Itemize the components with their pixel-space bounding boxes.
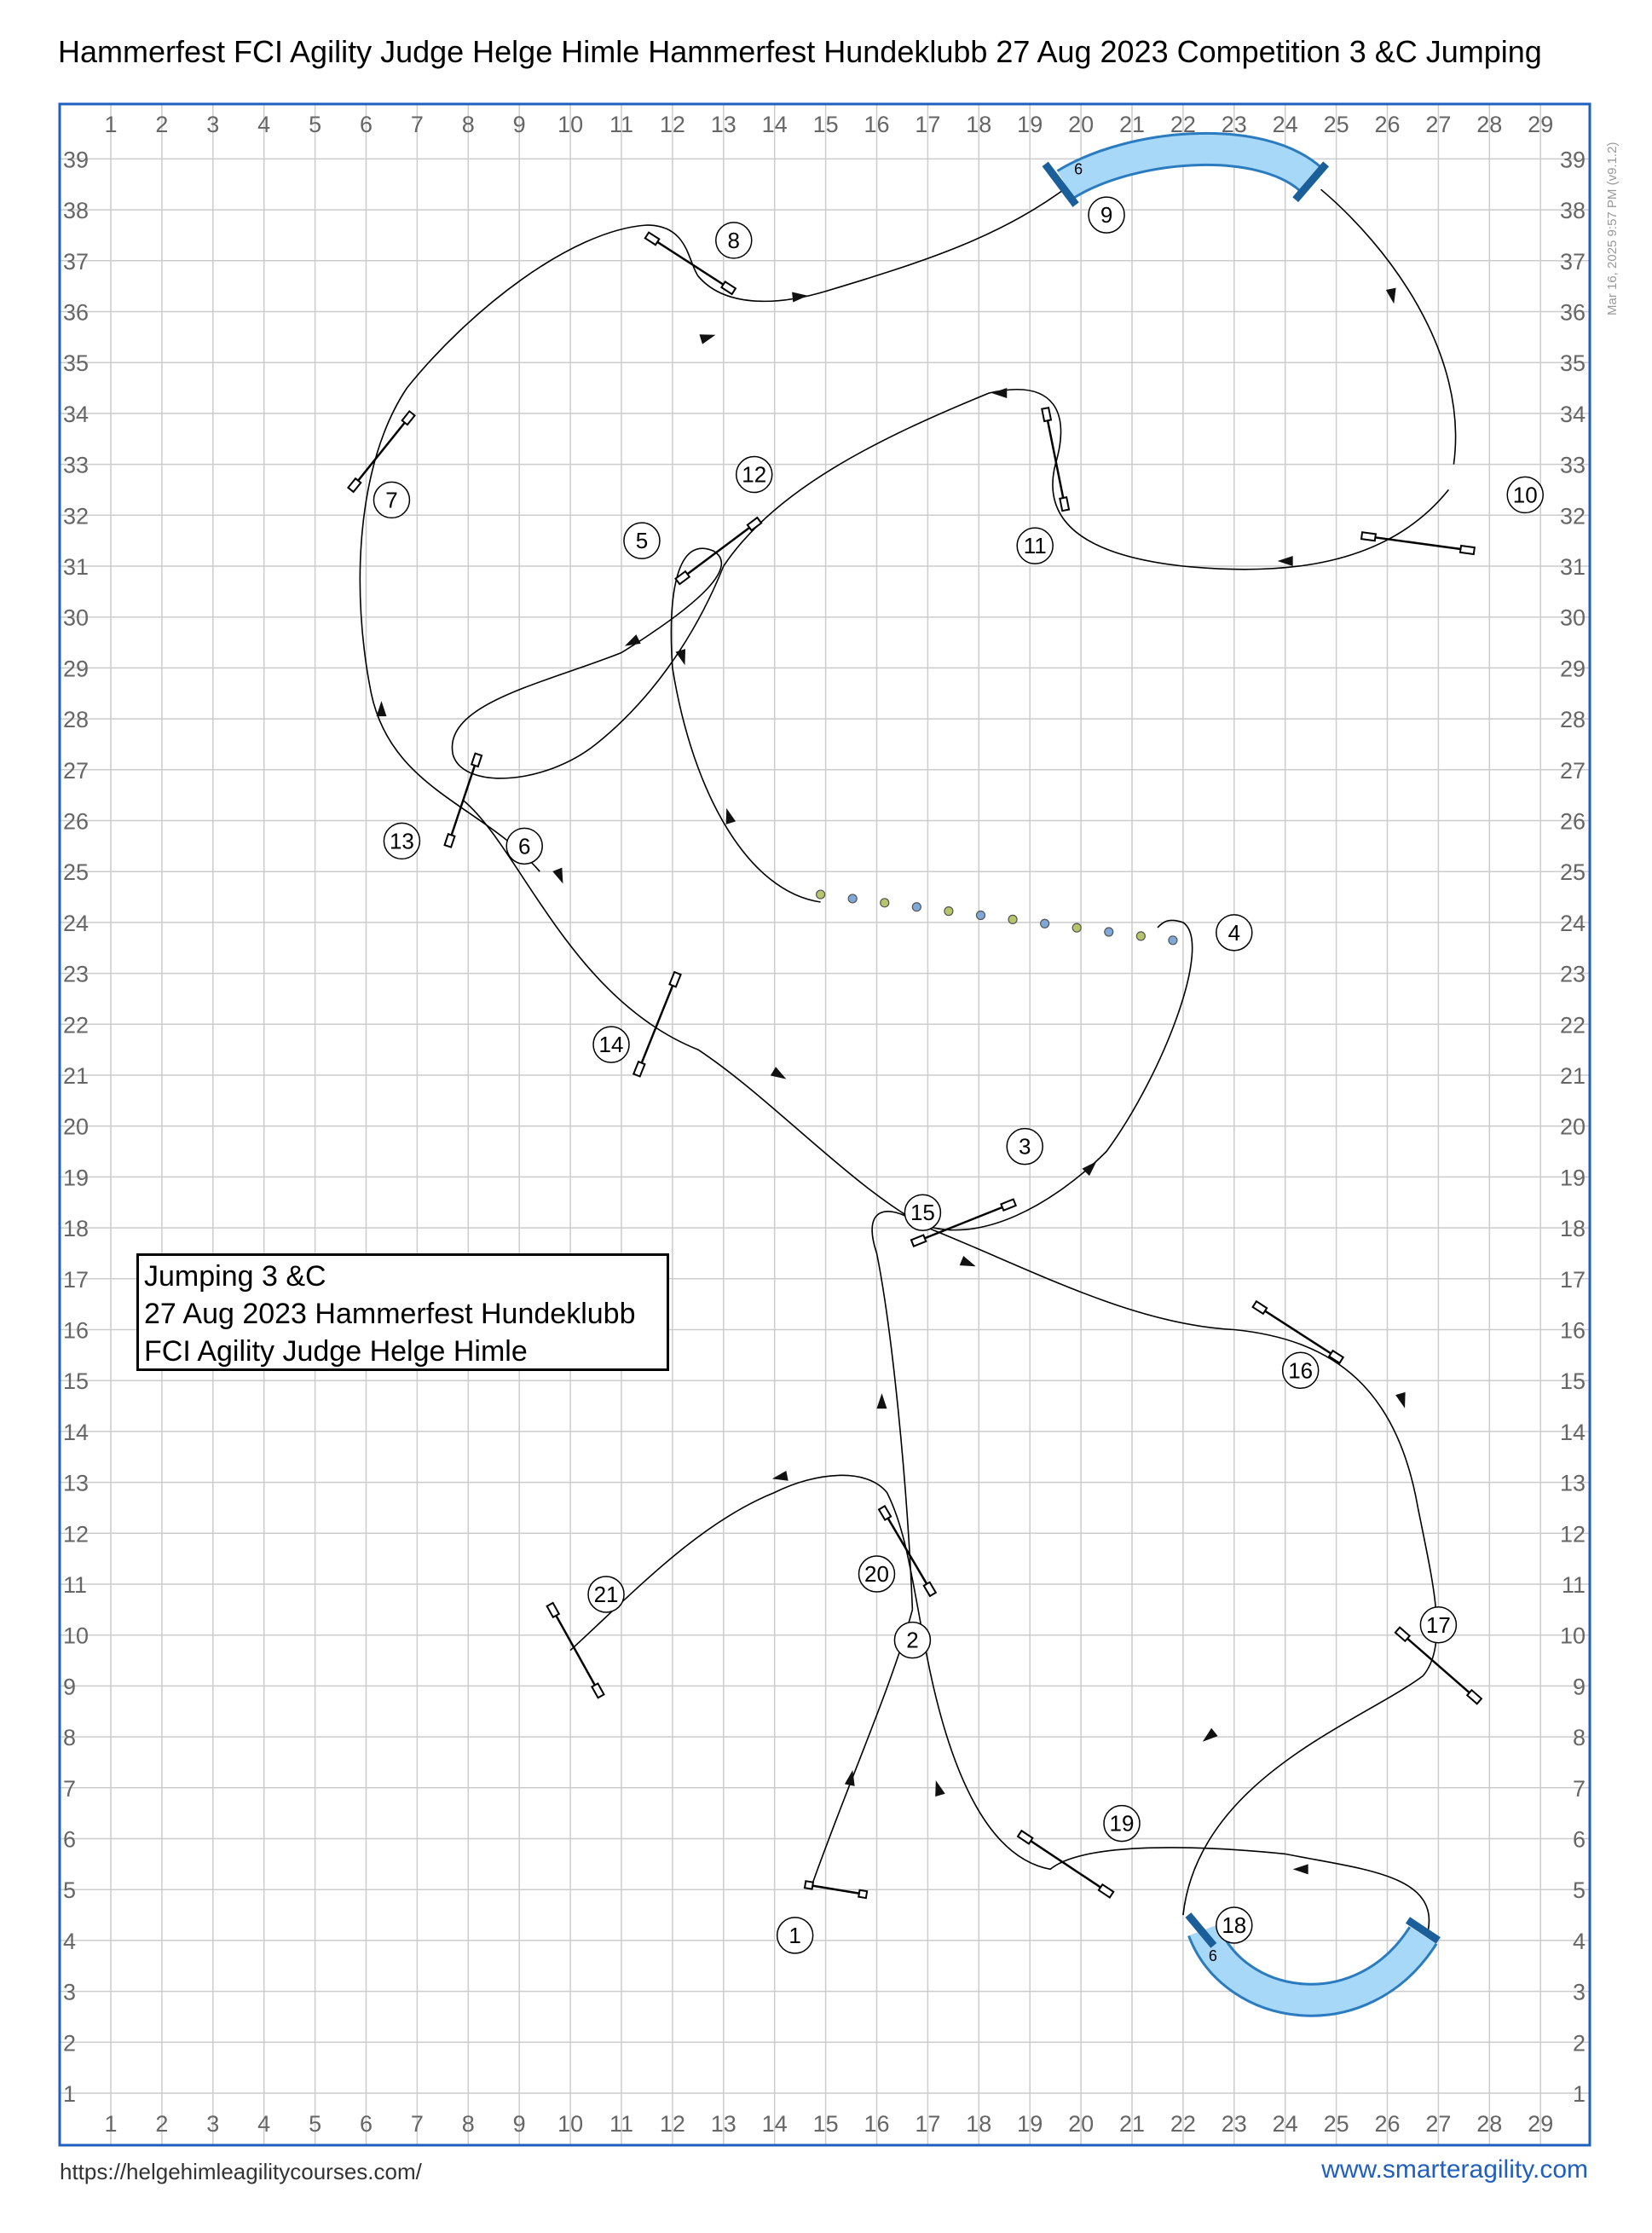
y-label-right: 1 [1572,2081,1586,2107]
y-label-right: 5 [1572,1877,1586,1904]
direction-arrow [622,634,640,651]
x-label-top: 17 [915,112,941,137]
x-label-top: 29 [1528,112,1554,137]
y-label-right: 37 [1559,248,1586,275]
y-label-left: 6 [63,1826,77,1853]
y-label-right: 33 [1559,452,1586,478]
x-label-top: 4 [257,112,271,137]
y-label-right: 29 [1559,656,1586,682]
x-label-bottom: 23 [1221,2111,1247,2137]
jump-bar [678,520,760,581]
obstacle-number-6 [506,828,542,864]
weave-pole [817,890,825,899]
x-label-top: 14 [761,112,788,137]
jump-wing [879,1506,891,1519]
x-label-bottom: 8 [461,2111,475,2137]
x-label-top: 10 [557,112,584,137]
y-label-right: 8 [1572,1725,1586,1751]
x-label-bottom: 11 [609,2111,634,2137]
jump-wing [1001,1200,1015,1211]
obstacle-number-11 [1017,528,1053,564]
y-label-left: 10 [63,1623,90,1649]
direction-arrow [960,1256,978,1271]
jump-wing [748,518,761,530]
x-label-bottom: 5 [309,2111,322,2137]
jump-21 [547,1603,604,1698]
x-label-top: 2 [155,112,169,137]
jump-wing [1361,532,1376,541]
number-label: 5 [635,528,649,554]
y-label-right: 27 [1559,757,1586,784]
y-label-left: 14 [63,1419,90,1445]
y-label-left: 5 [63,1877,77,1904]
x-label-top: 20 [1068,112,1095,137]
y-label-right: 28 [1559,707,1586,733]
x-label-bottom: 28 [1476,2111,1503,2137]
y-label-left: 8 [63,1725,77,1751]
tunnel-9 [1045,149,1326,205]
y-label-right: 3 [1572,1979,1586,2005]
x-label-bottom: 7 [410,2111,424,2137]
jump-wing [805,1881,813,1889]
obstacle-number-19 [1104,1806,1140,1842]
x-label-bottom: 22 [1170,2111,1196,2137]
y-label-left: 29 [63,656,90,682]
x-label-top: 19 [1017,112,1043,137]
x-label-top: 8 [461,112,475,137]
direction-arrow [376,701,386,716]
number-label: 16 [1288,1357,1314,1384]
direction-arrow [552,868,568,886]
number-label: 18 [1222,1912,1247,1938]
y-label-left: 38 [63,198,90,224]
x-label-top: 25 [1323,112,1349,137]
number-label: 14 [598,1032,624,1058]
y-label-right: 22 [1559,1012,1586,1038]
x-label-top: 18 [966,112,992,137]
y-label-right: 6 [1572,1826,1586,1853]
y-label-right: 31 [1559,554,1586,580]
y-label-right: 21 [1559,1063,1586,1089]
jump-wing [1099,1884,1113,1897]
number-label: 15 [910,1200,935,1226]
x-label-bottom: 12 [659,2111,685,2137]
y-label-right: 17 [1559,1266,1586,1293]
number-label: 20 [864,1561,889,1588]
y-label-left: 30 [63,605,90,631]
jump-wing [471,754,482,767]
y-label-left: 25 [63,859,90,886]
y-label-left: 2 [63,2030,77,2057]
jump-wing [1460,546,1475,554]
x-label-top: 11 [609,112,634,137]
x-label-bottom: 1 [104,2111,118,2137]
number-label: 4 [1227,919,1241,946]
y-label-right: 25 [1559,859,1586,886]
weave-pole [976,911,985,919]
x-label-top: 3 [206,112,220,137]
x-label-bottom: 24 [1272,2111,1298,2137]
y-label-right: 36 [1559,299,1586,326]
y-label-right: 14 [1559,1419,1586,1445]
jump-wing [1253,1301,1268,1314]
weave-pole [1169,936,1177,945]
x-label-top: 1 [104,112,118,137]
y-label-left: 22 [63,1012,90,1038]
y-label-left: 33 [63,452,90,478]
y-label-right: 18 [1559,1216,1586,1242]
info-event: 27 Aug 2023 Hammerfest Hundeklubb [144,1298,636,1330]
y-label-left: 11 [63,1572,88,1598]
y-label-left: 21 [63,1063,90,1089]
number-label: 7 [385,487,398,513]
jump-wing [1042,408,1051,421]
weave-pole [1072,923,1081,932]
direction-arrow [845,1769,858,1786]
number-label: 13 [389,828,414,854]
footer-brand-link[interactable]: www.smarteragility.com [1321,2155,1588,2184]
path-segment [570,1475,1429,1930]
y-label-left: 12 [63,1521,90,1547]
obstacle-number-8 [716,223,752,258]
x-label-top: 13 [710,112,736,137]
y-label-left: 1 [63,2081,77,2107]
direction-arrow [1293,1864,1308,1874]
jump-wing [911,1235,926,1247]
x-label-bottom: 14 [761,2111,788,2137]
info-judge: FCI Agility Judge Helge Himle [144,1335,528,1368]
x-label-bottom: 29 [1528,2111,1554,2137]
number-label: 8 [727,227,741,253]
jump-bar [351,414,413,490]
obstacle-number-21 [588,1576,624,1612]
x-label-bottom: 3 [206,2111,220,2137]
jump-bar [1255,1305,1342,1361]
number-label: 3 [1018,1133,1031,1160]
y-label-right: 32 [1559,503,1586,529]
weave-4 [817,890,1177,945]
jump-wing [547,1603,559,1617]
x-label-bottom: 6 [359,2111,373,2137]
jump-bar [550,1605,601,1696]
y-label-right: 26 [1559,808,1586,835]
path-segment [724,390,1449,570]
y-label-right: 23 [1559,961,1586,987]
number-label: 10 [1512,482,1538,508]
y-label-left: 31 [63,554,90,580]
y-label-left: 20 [63,1114,90,1140]
x-label-top: 21 [1118,112,1146,137]
x-label-top: 5 [309,112,322,137]
y-label-right: 16 [1559,1317,1586,1344]
obstacle-number-17 [1420,1607,1456,1643]
x-label-top: 15 [812,112,839,137]
jump-wing [348,478,361,492]
obstacle-number-18 [1216,1907,1252,1943]
direction-arrow [991,388,1007,398]
weave-pole [1008,915,1017,923]
tunnel-length-label: 6 [1208,1947,1217,1964]
jump-wing [1395,1628,1410,1641]
y-label-right: 13 [1559,1470,1586,1496]
path-segment [1321,189,1456,464]
y-label-left: 27 [63,757,90,784]
y-label-right: 11 [1561,1572,1586,1598]
y-label-left: 15 [63,1368,90,1395]
x-label-bottom: 27 [1425,2111,1452,2137]
jump-10 [1361,532,1475,554]
weave-pole [1136,932,1145,940]
x-label-bottom: 2 [155,2111,169,2137]
weave-pole [881,899,889,907]
y-label-left: 36 [63,299,90,326]
y-label-left: 7 [63,1775,77,1802]
x-label-bottom: 18 [966,2111,992,2137]
obstacle-number-14 [593,1027,629,1062]
x-label-top: 7 [410,112,424,137]
obstacle-number-16 [1283,1352,1319,1388]
jump-11 [1042,408,1069,511]
y-label-right: 39 [1559,147,1586,173]
obstacle-number-4 [1216,915,1252,951]
x-label-bottom: 15 [812,2111,839,2137]
obstacle-number-3 [1007,1129,1043,1165]
y-label-right: 4 [1572,1928,1586,1954]
info-course-name: Jumping 3 &C [144,1260,326,1293]
x-label-bottom: 19 [1017,2111,1043,2137]
path-segment [360,184,1071,871]
y-label-left: 37 [63,248,90,275]
jump-wing [669,972,680,986]
obstacle-number-12 [736,457,772,493]
y-label-right: 20 [1559,1114,1586,1140]
number-label: 21 [593,1581,619,1607]
number-label: 9 [1100,202,1113,229]
x-label-top: 26 [1374,112,1401,137]
obstacle-number-13 [384,823,419,859]
jump-wing [1329,1351,1343,1363]
path-segment [463,801,1436,1676]
y-label-left: 3 [63,1979,77,2005]
obstacle-number-15 [904,1195,940,1230]
x-label-bottom: 20 [1068,2111,1095,2137]
course-info-box [136,1253,669,1371]
obstacle-number-1 [777,1918,813,1953]
y-label-right: 38 [1559,198,1586,224]
y-label-left: 34 [63,401,90,427]
timestamp [1599,102,1625,324]
y-label-right: 12 [1559,1521,1586,1547]
x-label-bottom: 10 [557,2111,584,2137]
y-label-right: 30 [1559,605,1586,631]
x-label-bottom: 21 [1118,2111,1146,2137]
y-label-right: 34 [1559,401,1586,427]
obstacle-number-7 [373,482,409,518]
weave-pole [1041,919,1049,928]
x-label-top: 16 [864,112,890,137]
y-label-left: 35 [63,350,90,377]
number-label: 1 [788,1922,801,1948]
x-label-bottom: 16 [864,2111,890,2137]
jump-wing [645,233,660,246]
weave-pole [912,903,921,911]
x-label-top: 27 [1425,112,1452,137]
y-label-left: 9 [63,1674,77,1700]
page-title: Hammerfest FCI Agility Judge Helge Himle Hammerfest Hundeklubb 27 Aug 2023 Competition 3 &C Jumping [58,34,1542,69]
y-label-right: 35 [1559,350,1586,377]
y-label-left: 32 [63,503,90,529]
y-label-left: 19 [63,1165,90,1191]
obstacle-number-2 [894,1623,930,1658]
y-label-right: 7 [1572,1775,1586,1802]
y-label-right: 15 [1559,1368,1586,1395]
timestamp-text: Mar 16, 2025 9:57 PM (v9.1.2) [1605,142,1620,315]
number-label: 11 [1023,533,1047,559]
direction-arrow [876,1393,887,1409]
y-label-left: 13 [63,1470,90,1496]
jump-wing [1467,1690,1482,1704]
y-label-right: 2 [1572,2030,1586,2057]
jump-wing [445,834,455,847]
y-label-left: 16 [63,1317,90,1344]
weave-pole [1105,928,1113,936]
y-label-right: 24 [1559,910,1586,936]
jump-wing [858,1890,867,1898]
obstacle-number-10 [1507,477,1543,512]
grid [60,104,1590,2145]
jump-7 [348,411,414,492]
tunnel-length-label: 6 [1074,160,1083,178]
x-label-bottom: 9 [512,2111,526,2137]
direction-arrow [1395,1392,1410,1410]
weave-pole [944,907,953,916]
number-label: 17 [1425,1611,1451,1638]
tunnel-body [1066,149,1311,184]
x-label-top: 28 [1476,112,1503,137]
number-label: 19 [1109,1810,1135,1837]
y-label-left: 18 [63,1216,90,1242]
axis-labels [63,112,1586,2137]
direction-arrow [792,291,808,303]
weave-pole [848,894,857,903]
x-label-bottom: 26 [1374,2111,1401,2137]
number-label: 2 [906,1627,919,1653]
footer-url[interactable]: https://helgehimleagilitycourses.com/ [60,2159,422,2184]
y-label-left: 28 [63,707,90,733]
x-label-bottom: 25 [1323,2111,1349,2137]
x-label-top: 24 [1272,112,1298,137]
x-label-top: 23 [1221,112,1247,137]
y-label-left: 39 [63,147,90,173]
x-label-top: 9 [512,112,526,137]
jump-bar [1362,535,1475,551]
direction-arrow [676,649,690,667]
x-label-top: 6 [359,112,373,137]
x-label-bottom: 17 [915,2111,941,2137]
jump-wing [1060,497,1069,511]
y-label-left: 4 [63,1928,77,1954]
jump-wing [633,1062,644,1076]
number-label: 12 [742,461,767,488]
x-label-top: 12 [659,112,685,137]
handler-path [360,184,1455,1930]
y-label-left: 24 [63,910,90,936]
obstacle-number-5 [624,523,660,558]
y-label-right: 9 [1572,1674,1586,1700]
y-label-right: 19 [1559,1165,1586,1191]
jump-bar [1045,408,1066,510]
direction-arrow [699,330,717,344]
y-label-left: 23 [63,961,90,987]
y-label-left: 17 [63,1266,90,1293]
obstacle-number-9 [1089,197,1124,233]
y-label-left: 26 [63,808,90,835]
x-label-bottom: 4 [257,2111,271,2137]
y-label-right: 10 [1559,1623,1586,1649]
obstacle-number-20 [859,1556,895,1592]
x-label-top: 22 [1170,112,1196,137]
x-label-bottom: 13 [710,2111,736,2137]
number-label: 6 [517,833,531,859]
